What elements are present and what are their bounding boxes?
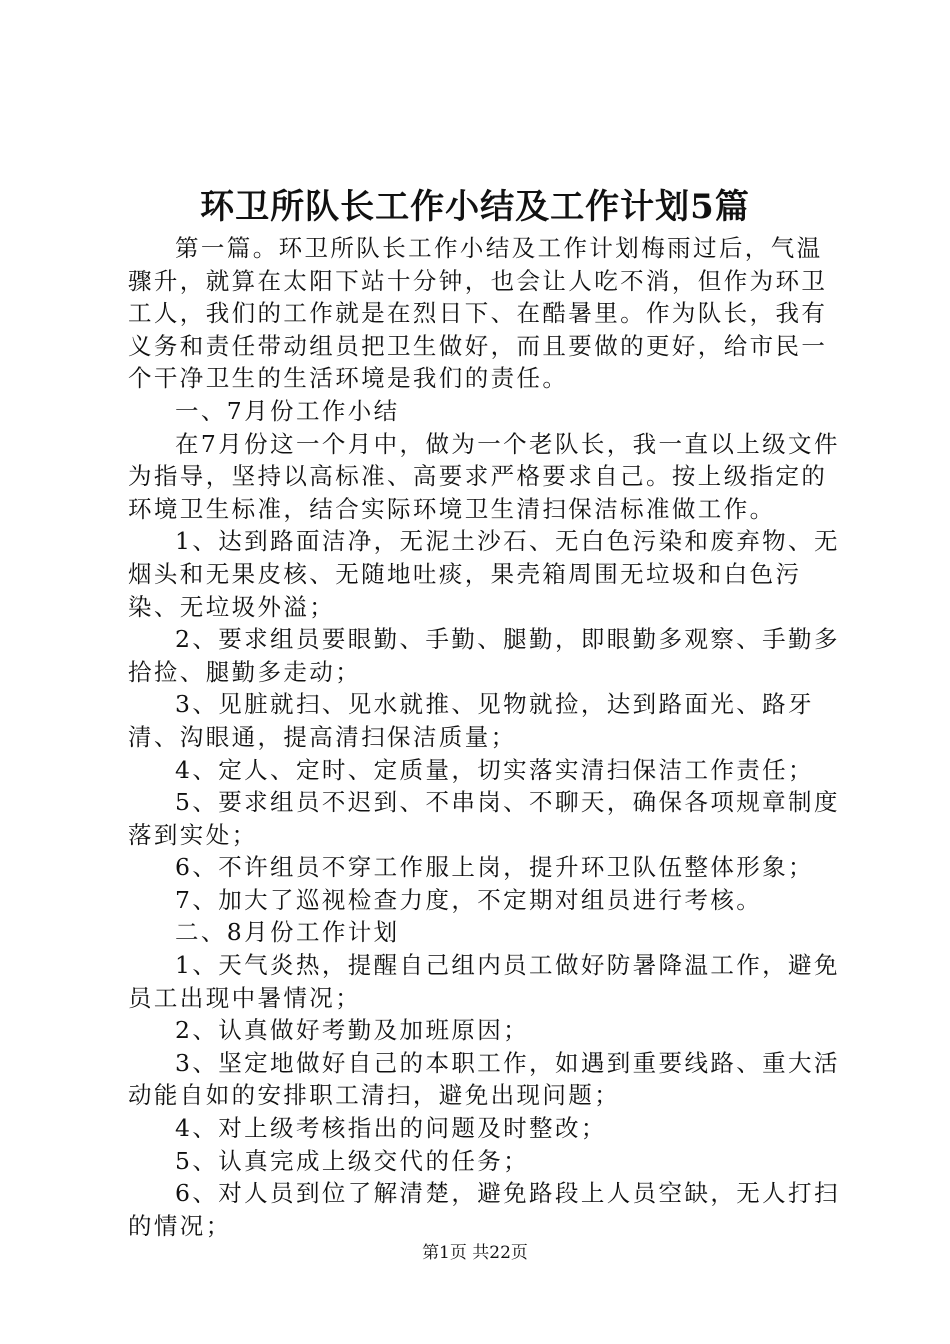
document-body	[128, 232, 840, 1242]
list-item: 3、坚定地做好自己的本职工作，如遇到重要线路、重大活动能自如的安排职工清扫，避免出现问题；	[128, 1048, 840, 1110]
heading-august-plan: 二、8月份工作计划	[175, 918, 400, 947]
heading-july-summary: 一、7月份工作小结	[175, 396, 400, 425]
list-item: 5、认真完成上级交代的任务；	[175, 1146, 530, 1175]
list-item: 4、对上级考核指出的问题及时整改；	[175, 1114, 607, 1143]
list-item: 3、见脏就扫、见水就推、见物就捡，达到路面光、路牙清、沟眼通，提高清扫保洁质量；	[128, 690, 814, 751]
list-item: 7、加大了巡视检查力度，不定期对组员进行考核。	[175, 885, 763, 914]
page-number-footer: 第1页 共22页	[422, 1243, 528, 1263]
list-item: 6、不许组员不穿工作服上岗，提升环卫队伍整体形象；	[175, 853, 814, 882]
list-item: 2、认真做好考勤及加班原因；	[175, 1016, 530, 1045]
list-item: 1、天气炎热，提醒自己组内员工做好防暑降温工作，避免员工出现中暑情况；	[128, 951, 840, 1012]
list-item: 5、要求组员不迟到、不串岗、不聊天，确保各项规章制度落到实处；	[128, 788, 840, 849]
paragraph-july-overview: 在7月份这一个月中，做为一个老队长，我一直以上级文件为指导，坚持以高标准、高要求严格要求自己。按上级指定的环境卫生标准，结合实际环境卫生清扫保洁标准做工作。	[128, 429, 840, 523]
list-item: 2、要求组员要眼勤、手勤、腿勤，即眼勤多观察、手勤多拾捡、腿勤多走动；	[128, 625, 840, 686]
list-item: 1、达到路面洁净，无泥土沙石、无白色污染和废弃物、无烟头和无果皮核、无随地吐痰，果壳箱周围无垃圾和白色污染、无垃圾外溢；	[128, 527, 840, 621]
paragraph-intro: 第一篇。环卫所队长工作小结及工作计划梅雨过后，气温骤升，就算在太阳下站十分钟，也会让人吃不消，但作为环卫工人，我们的工作就是在烈日下、在酷暑里。作为队长，我有义务和责任带动组员把卫生做好，而且要做的更好，给市民一个干净卫生的生活环境是我们的责任。	[128, 234, 828, 393]
document-title: 环卫所队长工作小结及工作计划5篇	[200, 187, 750, 227]
list-item: 4、定人、定时、定质量，切实落实清扫保洁工作责任；	[175, 755, 814, 784]
list-item: 6、对人员到位了解清楚，避免路段上人员空缺，无人打扫的情况；	[128, 1179, 840, 1240]
